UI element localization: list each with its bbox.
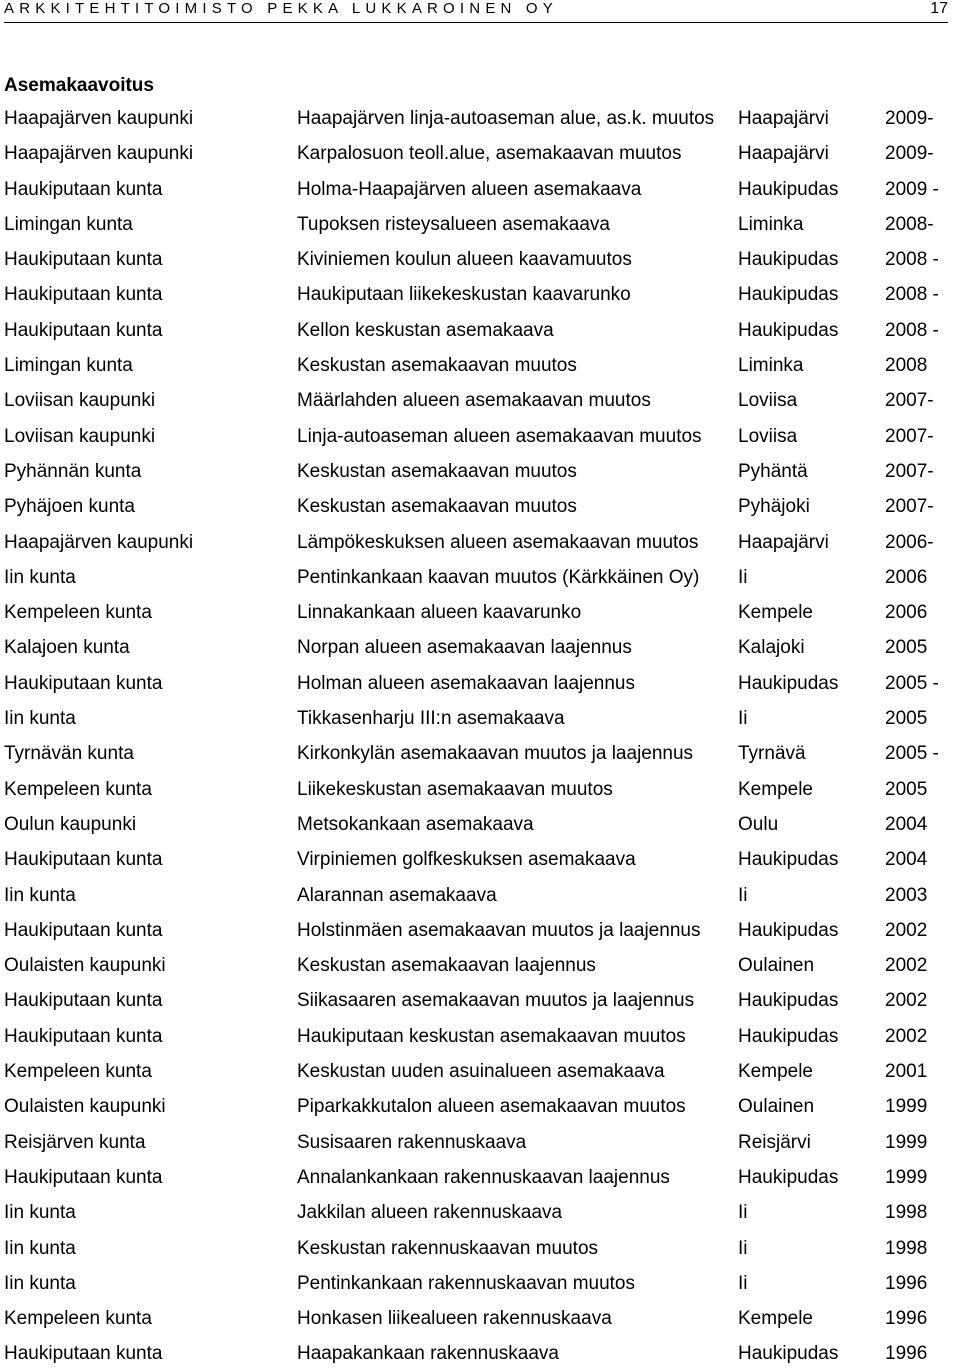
client-cell: Loviisan kaupunki — [4, 390, 156, 412]
client-cell: Iin kunta — [4, 566, 76, 588]
year-cell: 1999 — [885, 1166, 928, 1188]
year-cell: 2008 - — [885, 249, 939, 271]
year-cell: 2007- — [885, 425, 934, 447]
table-row — [4, 313, 956, 348]
table-row — [4, 807, 956, 842]
place-cell: Ii — [738, 884, 748, 906]
place-cell: Haukipudas — [738, 319, 839, 341]
year-cell: 2004 — [885, 813, 928, 835]
project-cell: Keskustan rakennuskaavan muutos — [297, 1237, 599, 1259]
year-cell: 1998 — [885, 1202, 928, 1224]
table-row — [4, 1160, 956, 1195]
table-row — [4, 595, 956, 630]
year-cell: 2002 — [885, 990, 928, 1012]
year-cell: 2005 - — [885, 743, 939, 765]
client-cell: Haukiputaan kunta — [4, 1166, 163, 1188]
client-cell: Haapajärven kaupunki — [4, 531, 194, 553]
year-cell: 2005 — [885, 637, 928, 659]
place-cell: Loviisa — [738, 425, 798, 447]
table-row — [4, 277, 956, 312]
table-row — [4, 172, 956, 207]
year-cell: 2008 — [885, 355, 928, 377]
client-cell: Haukiputaan kunta — [4, 1025, 163, 1047]
place-cell: Haapajärvi — [738, 143, 829, 165]
project-cell: Haapajärven linja-autoaseman alue, as.k. muutos — [297, 108, 715, 129]
year-cell: 2009 - — [885, 178, 939, 200]
year-cell: 2008 - — [885, 284, 939, 306]
year-cell: 2002 — [885, 1025, 928, 1047]
place-cell: Haapajärvi — [738, 108, 829, 129]
project-cell: Linnakankaan alueen kaavarunko — [297, 602, 582, 624]
project-cell: Haukiputaan liikekeskustan kaavarunko — [297, 284, 631, 306]
page-header — [4, 0, 948, 18]
table-row — [4, 242, 956, 277]
table-row — [4, 383, 956, 418]
page-number: 17 — [930, 0, 948, 17]
table-row — [4, 948, 956, 983]
client-cell: Haapajärven kaupunki — [4, 108, 194, 129]
client-cell: Haukiputaan kunta — [4, 1343, 163, 1365]
table-row — [4, 207, 956, 242]
project-cell: Holstinmäen asemakaavan muutos ja laajennus — [297, 919, 701, 941]
place-cell: Pyhäjoki — [738, 496, 810, 518]
year-cell: 2005 - — [885, 672, 939, 694]
place-cell: Ii — [738, 1272, 748, 1294]
year-cell: 1996 — [885, 1308, 928, 1330]
place-cell: Oulainen — [738, 1096, 815, 1118]
client-cell: Haukiputaan kunta — [4, 284, 163, 306]
project-cell: Liikekeskustan asemakaavan muutos — [297, 778, 613, 800]
client-cell: Iin kunta — [4, 1237, 76, 1259]
project-cell: Jakkilan alueen rakennuskaava — [297, 1202, 563, 1224]
client-cell: Iin kunta — [4, 708, 76, 730]
project-cell: Norpan alueen asemakaavan laajennus — [297, 637, 632, 659]
table-row — [4, 1301, 956, 1336]
client-cell: Haukiputaan kunta — [4, 672, 163, 694]
project-cell: Keskustan asemakaavan muutos — [297, 460, 577, 482]
client-cell: Oulaisten kaupunki — [4, 955, 166, 977]
place-cell: Haukipudas — [738, 178, 839, 200]
client-cell: Haukiputaan kunta — [4, 178, 163, 200]
project-cell: Karpalosuon teoll.alue, asemakaavan muutos — [297, 143, 682, 165]
year-cell: 2008- — [885, 213, 934, 235]
table-row — [4, 983, 956, 1018]
client-cell: Kempeleen kunta — [4, 778, 152, 800]
table-row — [4, 1125, 956, 1160]
client-cell: Kalajoen kunta — [4, 637, 130, 659]
table-row — [4, 772, 956, 807]
year-cell: 2006 — [885, 566, 928, 588]
place-cell: Haukipudas — [738, 849, 839, 871]
place-cell: Ii — [738, 1237, 748, 1259]
place-cell: Liminka — [738, 355, 804, 377]
place-cell: Kempele — [738, 778, 813, 800]
year-cell: 1999 — [885, 1131, 928, 1153]
table-row — [4, 454, 956, 489]
table-row — [4, 1266, 956, 1301]
client-cell: Haapajärven kaupunki — [4, 143, 194, 165]
table-row — [4, 419, 956, 454]
client-cell: Haukiputaan kunta — [4, 919, 163, 941]
header-divider — [4, 22, 948, 23]
project-cell: Linja-autoaseman alueen asemakaavan muutos — [297, 425, 702, 447]
place-cell: Kempele — [738, 602, 813, 624]
table-row — [4, 701, 956, 736]
place-cell: Haukipudas — [738, 990, 839, 1012]
year-cell: 2009- — [885, 143, 934, 165]
year-cell: 2006- — [885, 531, 934, 553]
project-cell: Kellon keskustan asemakaava — [297, 319, 554, 341]
year-cell: 2007- — [885, 496, 934, 518]
table-row — [4, 136, 956, 171]
client-cell: Iin kunta — [4, 1202, 76, 1224]
year-cell: 2009- — [885, 108, 934, 129]
project-cell: Holman alueen asemakaavan laajennus — [297, 672, 636, 694]
place-cell: Kalajoki — [738, 637, 805, 659]
table-row — [4, 913, 956, 948]
project-cell: Lämpökeskuksen alueen asemakaavan muutos — [297, 531, 699, 553]
place-cell: Haukipudas — [738, 1343, 839, 1365]
company-name: ARKKITEHTITOIMISTO PEKKA LUKKAROINEN OY — [4, 0, 558, 17]
client-cell: Iin kunta — [4, 884, 76, 906]
table-row — [4, 1336, 956, 1371]
year-cell: 2007- — [885, 460, 934, 482]
client-cell: Kempeleen kunta — [4, 1308, 152, 1330]
section-title: Asemakaavoitus — [4, 75, 154, 96]
place-cell: Haukipudas — [738, 1166, 839, 1188]
place-cell: Loviisa — [738, 390, 798, 412]
project-cell: Siikasaaren asemakaavan muutos ja laajennus — [297, 990, 695, 1012]
table-row — [4, 666, 956, 701]
client-cell: Oulun kaupunki — [4, 813, 137, 835]
project-cell: Pentinkankaan kaavan muutos (Kärkkäinen Oy) — [297, 566, 700, 588]
project-cell: Haapakankaan rakennuskaava — [297, 1343, 559, 1365]
place-cell: Kempele — [738, 1308, 813, 1330]
table-row — [4, 630, 956, 665]
project-cell: Alarannan asemakaava — [297, 884, 497, 906]
project-cell: Tupoksen risteysalueen asemakaava — [297, 213, 610, 235]
table-row — [4, 489, 956, 524]
place-cell: Tyrnävä — [738, 743, 806, 765]
place-cell: Ii — [738, 1202, 748, 1224]
year-cell: 2004 — [885, 849, 928, 871]
client-cell: Pyhäjoen kunta — [4, 496, 135, 518]
project-cell: Kirkonkylän asemakaavan muutos ja laajennus — [297, 743, 694, 765]
year-cell: 2002 — [885, 955, 928, 977]
client-cell: Limingan kunta — [4, 355, 133, 377]
place-cell: Ii — [738, 708, 748, 730]
project-cell: Pentinkankaan rakennuskaavan muutos — [297, 1272, 636, 1294]
project-cell: Tikkasenharju III:n asemakaava — [297, 708, 565, 730]
place-cell: Haukipudas — [738, 249, 839, 271]
place-cell: Kempele — [738, 1061, 813, 1083]
year-cell: 1996 — [885, 1343, 928, 1365]
year-cell: 1996 — [885, 1272, 928, 1294]
project-cell: Määrlahden alueen asemakaavan muutos — [297, 390, 651, 412]
client-cell: Loviisan kaupunki — [4, 425, 156, 447]
year-cell: 2002 — [885, 919, 928, 941]
project-cell: Metsokankaan asemakaava — [297, 813, 534, 835]
client-cell: Iin kunta — [4, 1272, 76, 1294]
place-cell: Haukipudas — [738, 1025, 839, 1047]
client-cell: Kempeleen kunta — [4, 602, 152, 624]
project-cell: Piparkakkutalon alueen asemakaavan muutos — [297, 1096, 686, 1118]
year-cell: 2005 — [885, 708, 928, 730]
place-cell: Ii — [738, 566, 748, 588]
place-cell: Haukipudas — [738, 672, 839, 694]
table-row — [4, 1019, 956, 1054]
project-cell: Virpiniemen golfkeskuksen asemakaava — [297, 849, 636, 871]
table-row — [4, 101, 956, 136]
table-row — [4, 1089, 956, 1124]
project-list — [4, 101, 956, 1372]
year-cell: 2001 — [885, 1061, 928, 1083]
place-cell: Oulu — [738, 813, 779, 835]
year-cell: 2006 — [885, 602, 928, 624]
project-cell: Keskustan asemakaavan laajennus — [297, 955, 596, 977]
client-cell: Reisjärven kunta — [4, 1131, 146, 1153]
table-row — [4, 525, 956, 560]
client-cell: Pyhännän kunta — [4, 460, 142, 482]
client-cell: Haukiputaan kunta — [4, 319, 163, 341]
place-cell: Haukipudas — [738, 284, 839, 306]
client-cell: Haukiputaan kunta — [4, 990, 163, 1012]
project-cell: Haukiputaan keskustan asemakaavan muutos — [297, 1025, 686, 1047]
table-row — [4, 842, 956, 877]
client-cell: Kempeleen kunta — [4, 1061, 152, 1083]
client-cell: Haukiputaan kunta — [4, 849, 163, 871]
table-row — [4, 1054, 956, 1089]
table-row — [4, 878, 956, 913]
project-cell: Susisaaren rakennuskaava — [297, 1131, 527, 1153]
project-cell: Keskustan uuden asuinalueen asemakaava — [297, 1061, 665, 1083]
table-row — [4, 736, 956, 771]
table-row — [4, 1231, 956, 1266]
client-cell: Haukiputaan kunta — [4, 249, 163, 271]
project-cell: Honkasen liikealueen rakennuskaava — [297, 1308, 612, 1330]
table-row — [4, 560, 956, 595]
table-row — [4, 348, 956, 383]
place-cell: Oulainen — [738, 955, 815, 977]
project-cell: Holma-Haapajärven alueen asemakaava — [297, 178, 642, 200]
place-cell: Reisjärvi — [738, 1131, 811, 1153]
project-cell: Kiviniemen koulun alueen kaavamuutos — [297, 249, 632, 271]
year-cell: 2005 — [885, 778, 928, 800]
year-cell: 2007- — [885, 390, 934, 412]
place-cell: Pyhäntä — [738, 460, 808, 482]
client-cell: Oulaisten kaupunki — [4, 1096, 166, 1118]
place-cell: Liminka — [738, 213, 804, 235]
table-row — [4, 1195, 956, 1230]
year-cell: 2008 - — [885, 319, 939, 341]
client-cell: Limingan kunta — [4, 213, 133, 235]
project-cell: Keskustan asemakaavan muutos — [297, 355, 577, 377]
year-cell: 2003 — [885, 884, 928, 906]
year-cell: 1999 — [885, 1096, 928, 1118]
year-cell: 1998 — [885, 1237, 928, 1259]
place-cell: Haukipudas — [738, 919, 839, 941]
project-cell: Annalankankaan rakennuskaavan laajennus — [297, 1166, 670, 1188]
project-cell: Keskustan asemakaavan muutos — [297, 496, 577, 518]
client-cell: Tyrnävän kunta — [4, 743, 134, 765]
place-cell: Haapajärvi — [738, 531, 829, 553]
